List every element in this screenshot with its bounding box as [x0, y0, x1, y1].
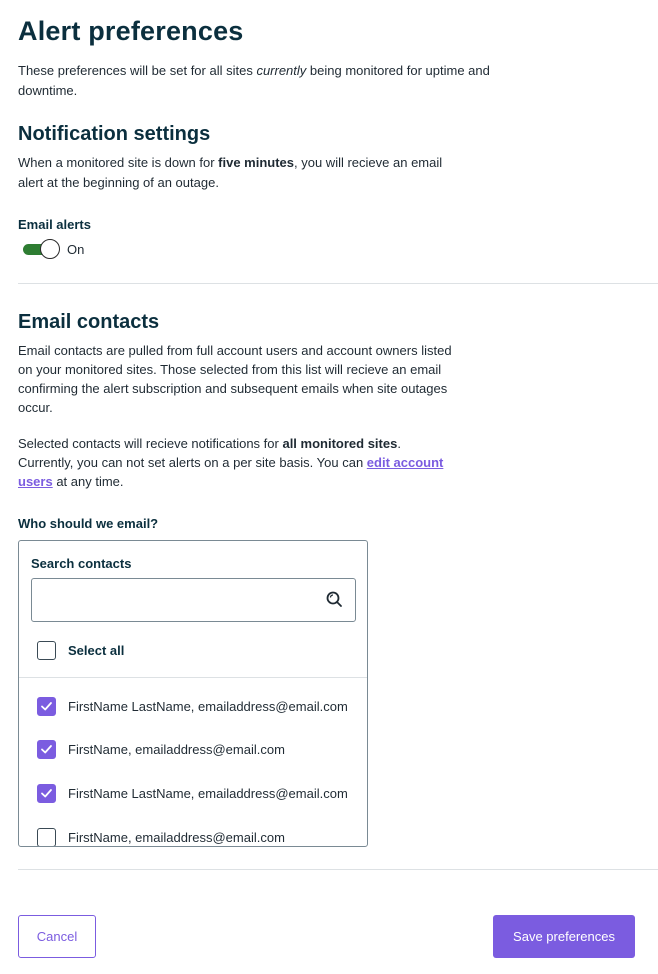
- contact-list-item[interactable]: [37, 738, 285, 760]
- email-contacts-note: [18, 434, 458, 491]
- checkbox-unchecked[interactable]: [37, 828, 56, 847]
- notif-desc-bold: five minutes: [218, 155, 295, 170]
- email-contacts-heading: Email contacts: [18, 311, 160, 333]
- checkmark-icon: [40, 700, 53, 713]
- email-alerts-toggle[interactable]: [23, 239, 60, 259]
- contacts-selector: [18, 540, 368, 847]
- checkbox-checked[interactable]: [37, 740, 56, 759]
- toggle-state-label: On: [67, 242, 85, 257]
- checkbox-checked[interactable]: [37, 697, 56, 716]
- list-divider: [19, 677, 368, 678]
- contact-label: FirstName LastName, emailaddress@email.com: [68, 698, 348, 714]
- save-preferences-button[interactable]: Save preferences: [493, 915, 635, 958]
- contact-list-item[interactable]: [37, 695, 348, 717]
- checkbox-checked[interactable]: [37, 784, 56, 803]
- note-bold: all monitored sites: [282, 436, 398, 451]
- checkmark-icon: [40, 787, 53, 800]
- notification-settings-description: [18, 153, 468, 193]
- search-icon[interactable]: [325, 590, 343, 608]
- section-divider: [18, 869, 658, 870]
- select-all-checkbox[interactable]: [37, 639, 124, 661]
- section-divider: [18, 283, 658, 284]
- email-contacts-description: Email contacts are pulled from full account users and account owners listed on your monitored sites. Those selected from this list will recieve an email confirming the alert subscription and subsequent emails when site outages occur.: [18, 343, 452, 415]
- note-text: Selected contacts will recieve notifications for: [18, 436, 283, 451]
- page-intro: [18, 61, 518, 101]
- checkbox-unchecked[interactable]: [37, 641, 56, 660]
- contact-list-item[interactable]: [37, 782, 348, 804]
- search-contacts-input[interactable]: [32, 579, 312, 621]
- search-contacts-field: [31, 578, 356, 622]
- checkmark-icon: [40, 743, 53, 756]
- note-text-end: at any time.: [52, 474, 124, 489]
- who-should-we-email-label: Who should we email?: [18, 516, 159, 531]
- contact-label: FirstName LastName, emailaddress@email.com: [68, 785, 348, 801]
- intro-text: These preferences will be set for all sites: [18, 63, 257, 78]
- intro-emphasis: currently: [256, 63, 307, 78]
- contact-label: FirstName, emailaddress@email.com: [68, 741, 285, 757]
- select-all-label: Select all: [68, 642, 125, 658]
- email-alerts-label: Email alerts: [18, 217, 91, 232]
- page-title: Alert preferences: [18, 16, 244, 46]
- notif-desc-text: When a monitored site is down for: [18, 155, 219, 170]
- intro-text-end: being monitored for uptime and downtime.: [18, 63, 490, 98]
- edit-account-users-link[interactable]: edit account users: [18, 455, 444, 489]
- cancel-button[interactable]: Cancel: [18, 915, 96, 958]
- search-contacts-label: Search contacts: [31, 556, 132, 571]
- note-text-middle: . Currently, you can not set alerts on a per site basis. You can: [18, 436, 401, 470]
- notif-desc-text-end: , you will recieve an email alert at the beginning of an outage.: [18, 155, 443, 190]
- contact-list-item[interactable]: [37, 826, 285, 847]
- toggle-knob: [40, 239, 60, 259]
- contact-label: FirstName, emailaddress@email.com: [68, 829, 285, 845]
- notification-settings-heading: Notification settings: [18, 123, 211, 145]
